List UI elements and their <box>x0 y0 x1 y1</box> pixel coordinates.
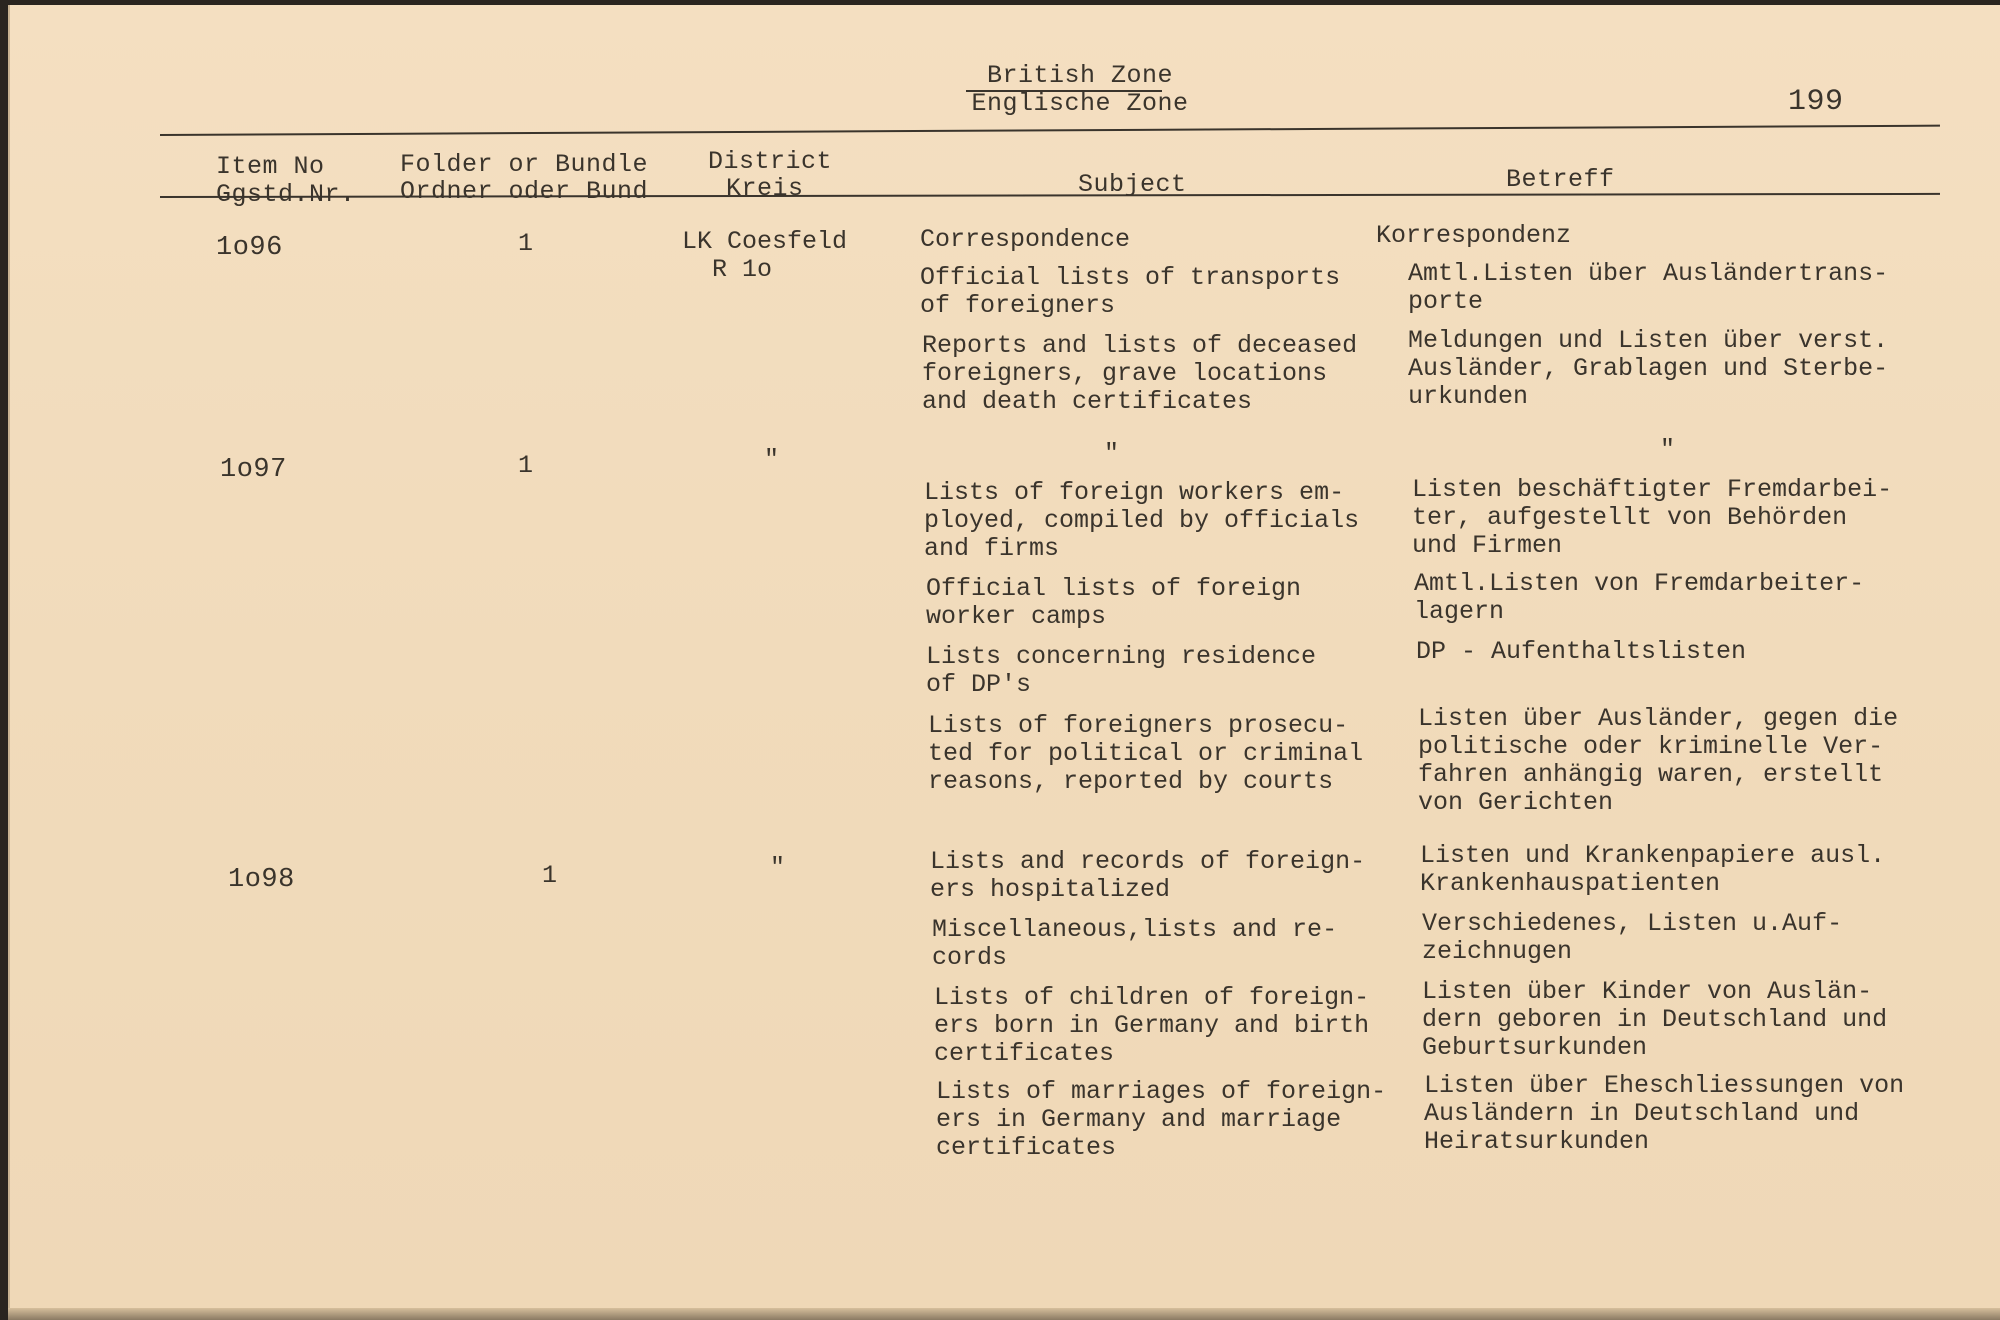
page-number: 199 <box>1788 85 1844 119</box>
betreff-text: Korrespondenz <box>1376 221 1572 250</box>
header-betreff: Betreff <box>1506 165 1615 194</box>
header-district-en: District <box>708 147 833 176</box>
item-number: 1o97 <box>220 455 287 485</box>
subject-text: Lists of foreigners prosecu- ted for political or criminal reasons, reported by courts <box>928 711 1364 796</box>
folder-count: 1 <box>518 451 534 480</box>
subject-text: Official lists of foreign worker camps <box>926 574 1302 631</box>
betreff-text: Meldungen und Listen über verst. Ausländer, Grablagen und Sterbe- urkunden <box>1408 326 1889 411</box>
betreff-text: Listen über Kinder von Auslän- dern geboren in Deutschland und Geburtsurkunden <box>1422 977 1888 1062</box>
page-edge <box>8 1308 2000 1320</box>
header-item-en: Item No <box>216 152 325 181</box>
subject-text: Correspondence <box>920 225 1131 254</box>
district: " <box>770 853 786 882</box>
zone-title-en: British Zone <box>986 61 1174 90</box>
subject-text: " <box>1104 439 1120 468</box>
betreff-text: Verschiedenes, Listen u.Auf- zeichnugen <box>1422 909 1843 966</box>
betreff-text: " <box>1660 435 1676 464</box>
header-district-de: Kreis <box>726 174 804 203</box>
subject-text: Lists of foreign workers em- ployed, compiled by officials and firms <box>924 478 1360 563</box>
subject-text: Lists of marriages of foreign- ers in Germany and marriage certificates <box>936 1077 1387 1162</box>
betreff-text: Listen beschäftigter Fremdarbei- ter, aufgestellt von Behörden und Firmen <box>1412 475 1893 560</box>
district: " <box>764 445 780 474</box>
betreff-text: Listen über Ausländer, gegen die politische oder kriminelle Ver- fahren anhängig waren, erstellt von Gerichten <box>1418 704 1899 817</box>
betreff-text: Listen über Eheschliessungen von Ausländern in Deutschland und Heiratsurkunden <box>1424 1071 1905 1156</box>
header-folder-en: Folder or Bundle <box>400 150 649 179</box>
folder-count: 1 <box>518 229 534 258</box>
item-number: 1o96 <box>216 233 283 263</box>
item-number: 1o98 <box>228 865 295 895</box>
betreff-text: Amtl.Listen über Ausländertrans- porte <box>1408 259 1889 316</box>
header-item-de: Ggstd.Nr. <box>216 180 356 209</box>
betreff-text: DP - Aufenthaltslisten <box>1416 637 1747 666</box>
subject-text: Reports and lists of deceased foreigners, grave locations and death certificates <box>922 331 1358 416</box>
zone-title-de: Englische Zone <box>971 89 1189 118</box>
header-subject: Subject <box>1078 170 1187 199</box>
folder-count: 1 <box>542 861 558 890</box>
subject-text: Lists concerning residence of DP's <box>926 642 1317 699</box>
betreff-text: Amtl.Listen von Fremdarbeiter- lagern <box>1414 569 1865 626</box>
subject-text: Lists of children of foreign- ers born in Germany and birth certificates <box>934 983 1370 1068</box>
subject-text: Official lists of transports of foreigners <box>920 263 1341 320</box>
subject-text: Lists and records of foreign- ers hospitalized <box>930 847 1366 904</box>
header-folder-de: Ordner oder Bund <box>400 177 649 206</box>
betreff-text: Listen und Krankenpapiere ausl. Krankenhauspatienten <box>1420 841 1886 898</box>
district: LK Coesfeld R 1o <box>682 227 848 284</box>
subject-text: Miscellaneous,lists and re- cords <box>932 915 1338 972</box>
